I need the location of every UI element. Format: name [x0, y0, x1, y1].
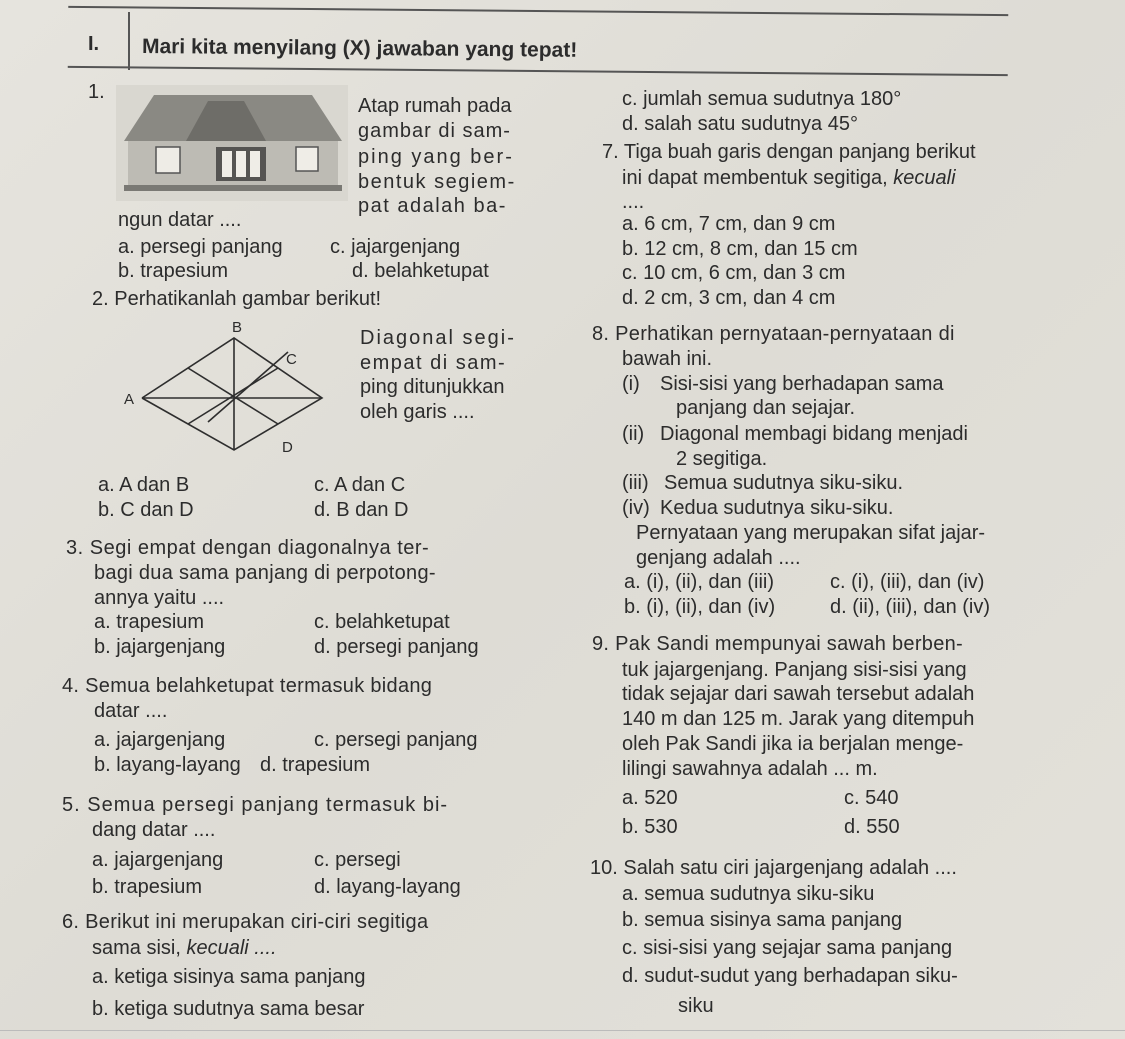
q9-stem-line-4: 140 m dan 125 m. Jarak yang ditempuh — [622, 708, 975, 730]
q6-option-c[interactable] — [622, 87, 901, 111]
q4-stem-line-2: datar .... — [94, 700, 168, 722]
q10-stem: 10. Salah satu ciri jajargenjang adalah .... — [590, 857, 957, 879]
q3-stem-line-1: 3. Segi empat dengan diagonalnya ter- — [66, 537, 430, 559]
q4-option-c[interactable]: c. persegi panjang — [314, 729, 478, 751]
instruction-title: Mari kita menyilang (X) jawaban yang tepat! — [141, 35, 578, 62]
q2-option-b[interactable]: b. C dan D — [98, 499, 194, 521]
q8-statement-text: Sisi-sisi yang berhadapan sama — [660, 373, 944, 395]
q7-stem-italic: kecuali — [893, 167, 956, 189]
q1-stem-line-3: ping yang ber- — [358, 146, 514, 168]
q8-statement-text: Diagonal membagi bidang menjadi — [660, 423, 968, 445]
label-C: C — [286, 351, 297, 368]
q5-option-d[interactable]: d. layang-layang — [314, 876, 461, 898]
q7-stem-line-3: .... — [622, 191, 645, 213]
q5-stem-line-2: dang datar .... — [92, 819, 216, 841]
q8-option-b[interactable]: b. (i), (ii), dan (iv) — [624, 596, 776, 618]
q9-stem-line-1: 9. Pak Sandi mempunyai sawah berben- — [592, 633, 964, 655]
q2-option-d[interactable]: d. B dan D — [314, 499, 409, 521]
q6-option-a[interactable]: a. ketiga sisinya sama panjang — [92, 966, 366, 988]
q6-option-b[interactable]: b. ketiga sudutnya sama besar — [92, 998, 365, 1020]
q1-option-d[interactable]: d. belahketupat — [352, 260, 489, 282]
q1-stem-line-4: bentuk segiem- — [358, 171, 516, 193]
q9-option-a[interactable]: a. 520 — [622, 787, 678, 809]
q3-option-d[interactable]: d. persegi panjang — [314, 636, 479, 658]
q7-stem-line-1: 7. Tiga buah garis dengan panjang berikut — [602, 141, 976, 163]
quadrilateral-diagram — [112, 310, 342, 460]
q9-stem-line-6: lilingi sawahnya adalah ... m. — [622, 758, 878, 780]
house-image — [116, 85, 348, 201]
q3-stem-line-2: bagi dua sama panjang di perpotong- — [94, 562, 436, 584]
q8-statement-num: (iv) — [622, 497, 650, 519]
q1-option-b[interactable]: b. trapesium — [118, 260, 229, 282]
q4-option-b[interactable]: b. layang-layang — [94, 754, 241, 776]
q9-option-c[interactable]: c. 540 — [844, 787, 899, 809]
label-A: A — [124, 391, 135, 408]
q9-option-b[interactable]: b. 530 — [622, 816, 678, 838]
q1-number: 1. — [88, 81, 105, 103]
q4-option-a[interactable]: a. jajargenjang — [94, 729, 226, 751]
q7-stem-line-2 — [622, 166, 956, 190]
q3-stem-line-3: annya yaitu .... — [94, 587, 225, 609]
q10-option-c[interactable]: c. sisi-sisi yang sejajar sama panjang — [622, 937, 953, 959]
q9-stem-line-5: oleh Pak Sandi jika ia berjalan menge- — [622, 733, 964, 755]
q2-stem-line-2: empat di sam- — [360, 352, 507, 374]
q8-stem-line-1: 8. Perhatikan pernyataan-pernyataan di — [592, 323, 955, 345]
q8-statement-num: (ii) — [622, 423, 645, 445]
q7-option-c[interactable]: c. 10 cm, 6 cm, dan 3 cm — [622, 262, 846, 284]
q8-question-line-2: genjang adalah .... — [636, 547, 801, 569]
page-bottom-edge — [0, 1030, 1125, 1031]
label-B: B — [232, 319, 243, 336]
q2-option-a[interactable]: a. A dan B — [98, 474, 190, 496]
q8-statement-text: Kedua sudutnya siku-siku. — [660, 497, 894, 519]
q7-option-a[interactable]: a. 6 cm, 7 cm, dan 9 cm — [622, 213, 836, 235]
q1-stem-line-6: ngun datar .... — [118, 209, 242, 231]
q8-question-line-1: Pernyataan yang merupakan sifat jajar- — [636, 522, 986, 544]
q2-stem-line-1: Diagonal segi- — [360, 327, 516, 349]
q2-stem-line-4: oleh garis .... — [360, 401, 475, 423]
q10-option-d[interactable]: d. sudut-sudut yang berhadapan siku- — [622, 965, 958, 987]
q8-option-d[interactable]: d. (ii), (iii), dan (iv) — [830, 596, 991, 618]
q6-option-c-text: c. jumlah semua sudutnya 180° — [622, 88, 902, 110]
q6-stem-line-2 — [92, 936, 277, 960]
q8-statement-text: panjang dan sejajar. — [676, 397, 856, 419]
q2-stem-line-3: ping ditunjukkan — [360, 376, 505, 398]
q1-stem-line-2: gambar di sam- — [358, 120, 511, 142]
q8-option-a[interactable]: a. (i), (ii), dan (iii) — [624, 571, 775, 593]
q8-option-c[interactable]: c. (i), (iii), dan (iv) — [830, 571, 985, 593]
q9-option-d[interactable]: d. 550 — [844, 816, 900, 838]
q1-option-c[interactable]: c. jajargenjang — [330, 236, 461, 258]
q1-stem-line-5: pat adalah ba- — [358, 195, 507, 217]
q7-option-d[interactable]: d. 2 cm, 3 cm, dan 4 cm — [622, 287, 836, 309]
q8-statement-text: Semua sudutnya siku-siku. — [664, 472, 904, 494]
header-divider — [128, 12, 130, 70]
q1-stem-line-1: Atap rumah pada — [358, 95, 512, 117]
q6-option-d[interactable]: d. salah satu sudutnya 45° — [622, 113, 858, 135]
q5-option-b[interactable]: b. trapesium — [92, 876, 203, 898]
q8-statement-num: (i) — [622, 373, 640, 395]
q9-stem-line-2: tuk jajargenjang. Panjang sisi-sisi yang — [622, 659, 967, 681]
q5-option-a[interactable]: a. jajargenjang — [92, 849, 224, 871]
q3-option-c[interactable]: c. belahketupat — [314, 611, 450, 633]
q6-stem-line-1: 6. Berikut ini merupakan ciri-ciri segitiga — [62, 911, 429, 933]
q10-option-b[interactable]: b. semua sisinya sama panjang — [622, 909, 903, 931]
q10-option-a[interactable]: a. semua sudutnya siku-siku — [622, 883, 875, 905]
q2-option-c[interactable]: c. A dan C — [314, 474, 406, 496]
q10-option-d-continued: siku — [678, 995, 714, 1017]
q3-option-a[interactable]: a. trapesium — [94, 611, 205, 633]
section-number: I. — [88, 33, 100, 55]
q3-option-b[interactable]: b. jajargenjang — [94, 636, 226, 658]
q4-stem-line-1: 4. Semua belahketupat termasuk bidang — [62, 675, 433, 697]
q9-stem-line-3: tidak sejajar dari sawah tersebut adalah — [622, 683, 975, 705]
q5-stem-line-1: 5. Semua persegi panjang termasuk bi- — [62, 794, 449, 816]
q1-option-a[interactable]: a. persegi panjang — [118, 236, 283, 258]
q5-option-c[interactable]: c. persegi — [314, 849, 401, 871]
q2-stem: 2. Perhatikanlah gambar berikut! — [92, 288, 382, 310]
q6-stem-normal: sama sisi, — [92, 937, 187, 959]
label-D: D — [282, 439, 293, 456]
q8-statement-num: (iii) — [622, 472, 649, 494]
q8-statement-text: 2 segitiga. — [676, 448, 768, 470]
q6-stem-italic: kecuali .... — [186, 937, 277, 959]
q7-option-b[interactable]: b. 12 cm, 8 cm, dan 15 cm — [622, 238, 858, 260]
q4-option-d[interactable]: d. trapesium — [260, 754, 371, 776]
q7-stem-normal: ini dapat membentuk segitiga, — [622, 167, 894, 189]
q8-stem-line-2: bawah ini. — [622, 348, 713, 370]
